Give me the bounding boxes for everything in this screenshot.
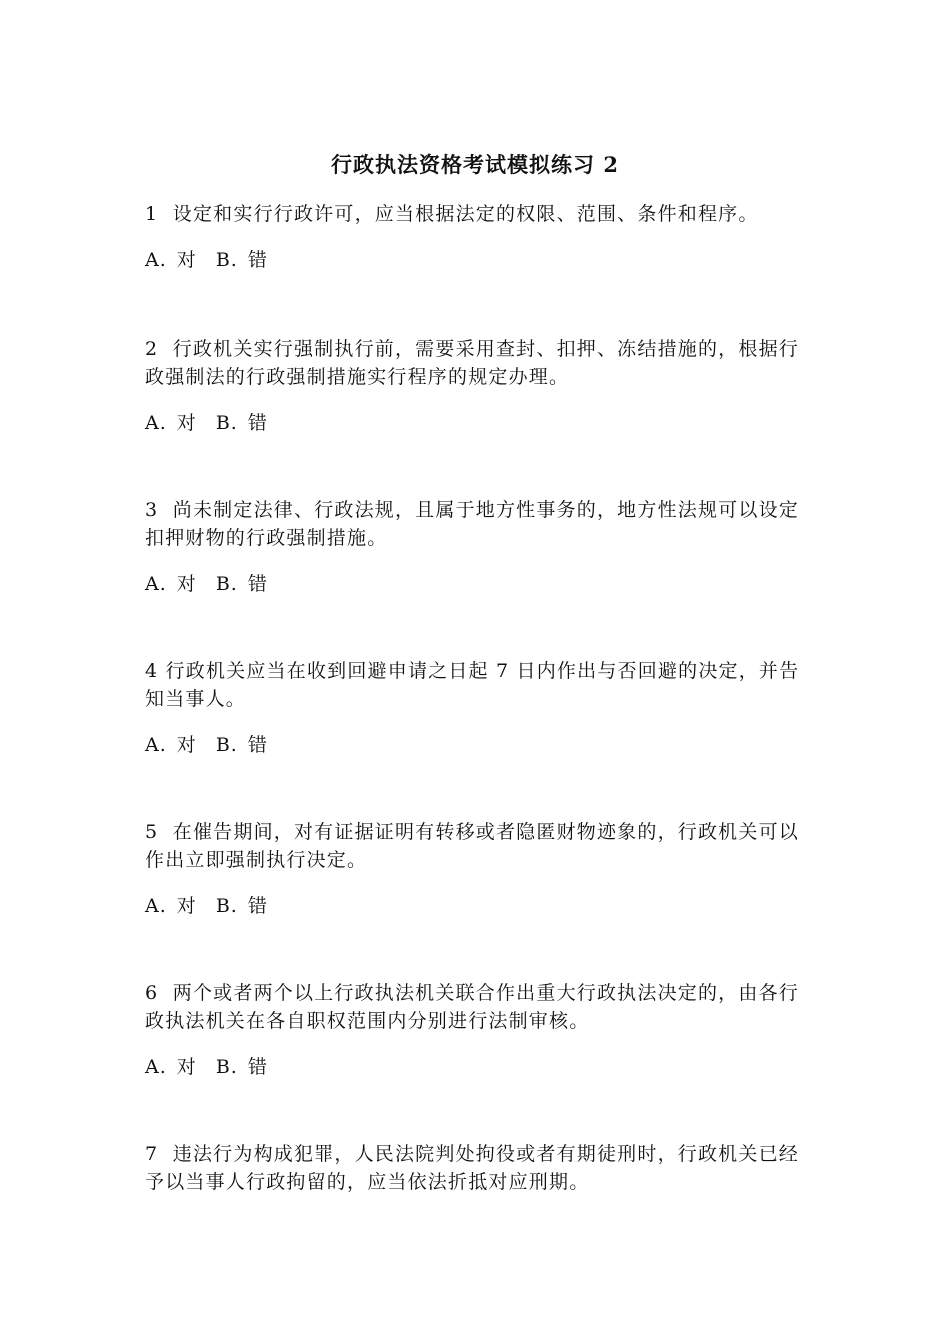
question-body: 尚未制定法律、行政法规，且属于地方性事务的，地方性法规可以设定扣押财物的行政强制措施。 <box>145 499 799 549</box>
question-number: 1 <box>145 203 159 225</box>
question-number: 5 <box>145 821 159 843</box>
question-body: 在催告期间，对有证据证明有转移或者隐匿财物迹象的，行政机关可以作出立即强制执行决定。 <box>145 821 799 871</box>
question-text <box>145 1140 810 1196</box>
question-text <box>145 496 810 552</box>
option-a: A. 对 <box>145 734 197 756</box>
option-a: A. 对 <box>145 895 197 917</box>
question-options <box>145 1053 810 1081</box>
question-options <box>145 892 810 920</box>
question-text <box>145 200 810 228</box>
page-title: 行政执法资格考试模拟练习 2 <box>331 152 619 177</box>
option-b: B. 错 <box>215 1056 268 1078</box>
option-a: A. 对 <box>145 1056 197 1078</box>
question-body: 违法行为构成犯罪，人民法院判处拘役或者有期徒刑时，行政机关已经予以当事人行政拘留的，应当依法折抵对应刑期。 <box>145 1143 799 1193</box>
question-body: 行政机关应当在收到回避申请之日起 7 日内作出与否回避的决定，并告知当事人。 <box>145 660 800 710</box>
question-number: 3 <box>145 499 159 521</box>
option-a: A. 对 <box>145 249 197 271</box>
option-b: B. 错 <box>215 573 268 595</box>
option-a: A. 对 <box>145 412 197 434</box>
question-text <box>145 335 810 391</box>
question-number: 4 <box>145 660 159 682</box>
question-number: 6 <box>145 982 159 1004</box>
option-a: A. 对 <box>145 573 197 595</box>
question-text <box>145 818 810 874</box>
question-number: 2 <box>145 338 159 360</box>
question-3 <box>145 496 810 598</box>
question-1 <box>145 200 810 274</box>
question-2 <box>145 335 810 437</box>
question-text <box>145 979 810 1035</box>
question-options <box>145 409 810 437</box>
option-b: B. 错 <box>215 734 268 756</box>
option-b: B. 错 <box>215 412 268 434</box>
question-options <box>145 246 810 274</box>
question-6 <box>145 979 810 1081</box>
question-body: 两个或者两个以上行政执法机关联合作出重大行政执法决定的，由各行政执法机关在各自职权范围内分别进行法制审核。 <box>145 982 799 1032</box>
question-options <box>145 570 810 598</box>
option-b: B. 错 <box>215 895 268 917</box>
question-body: 设定和实行行政许可，应当根据法定的权限、范围、条件和程序。 <box>172 203 759 225</box>
question-options <box>145 731 810 759</box>
question-5 <box>145 818 810 920</box>
question-4 <box>145 657 810 759</box>
option-b: B. 错 <box>215 249 268 271</box>
question-7 <box>145 1140 810 1196</box>
question-number: 7 <box>145 1143 159 1165</box>
question-body: 行政机关实行强制执行前，需要采用查封、扣押、冻结措施的，根据行政强制法的行政强制措施实行程序的规定办理。 <box>145 338 799 388</box>
question-text <box>145 657 810 713</box>
